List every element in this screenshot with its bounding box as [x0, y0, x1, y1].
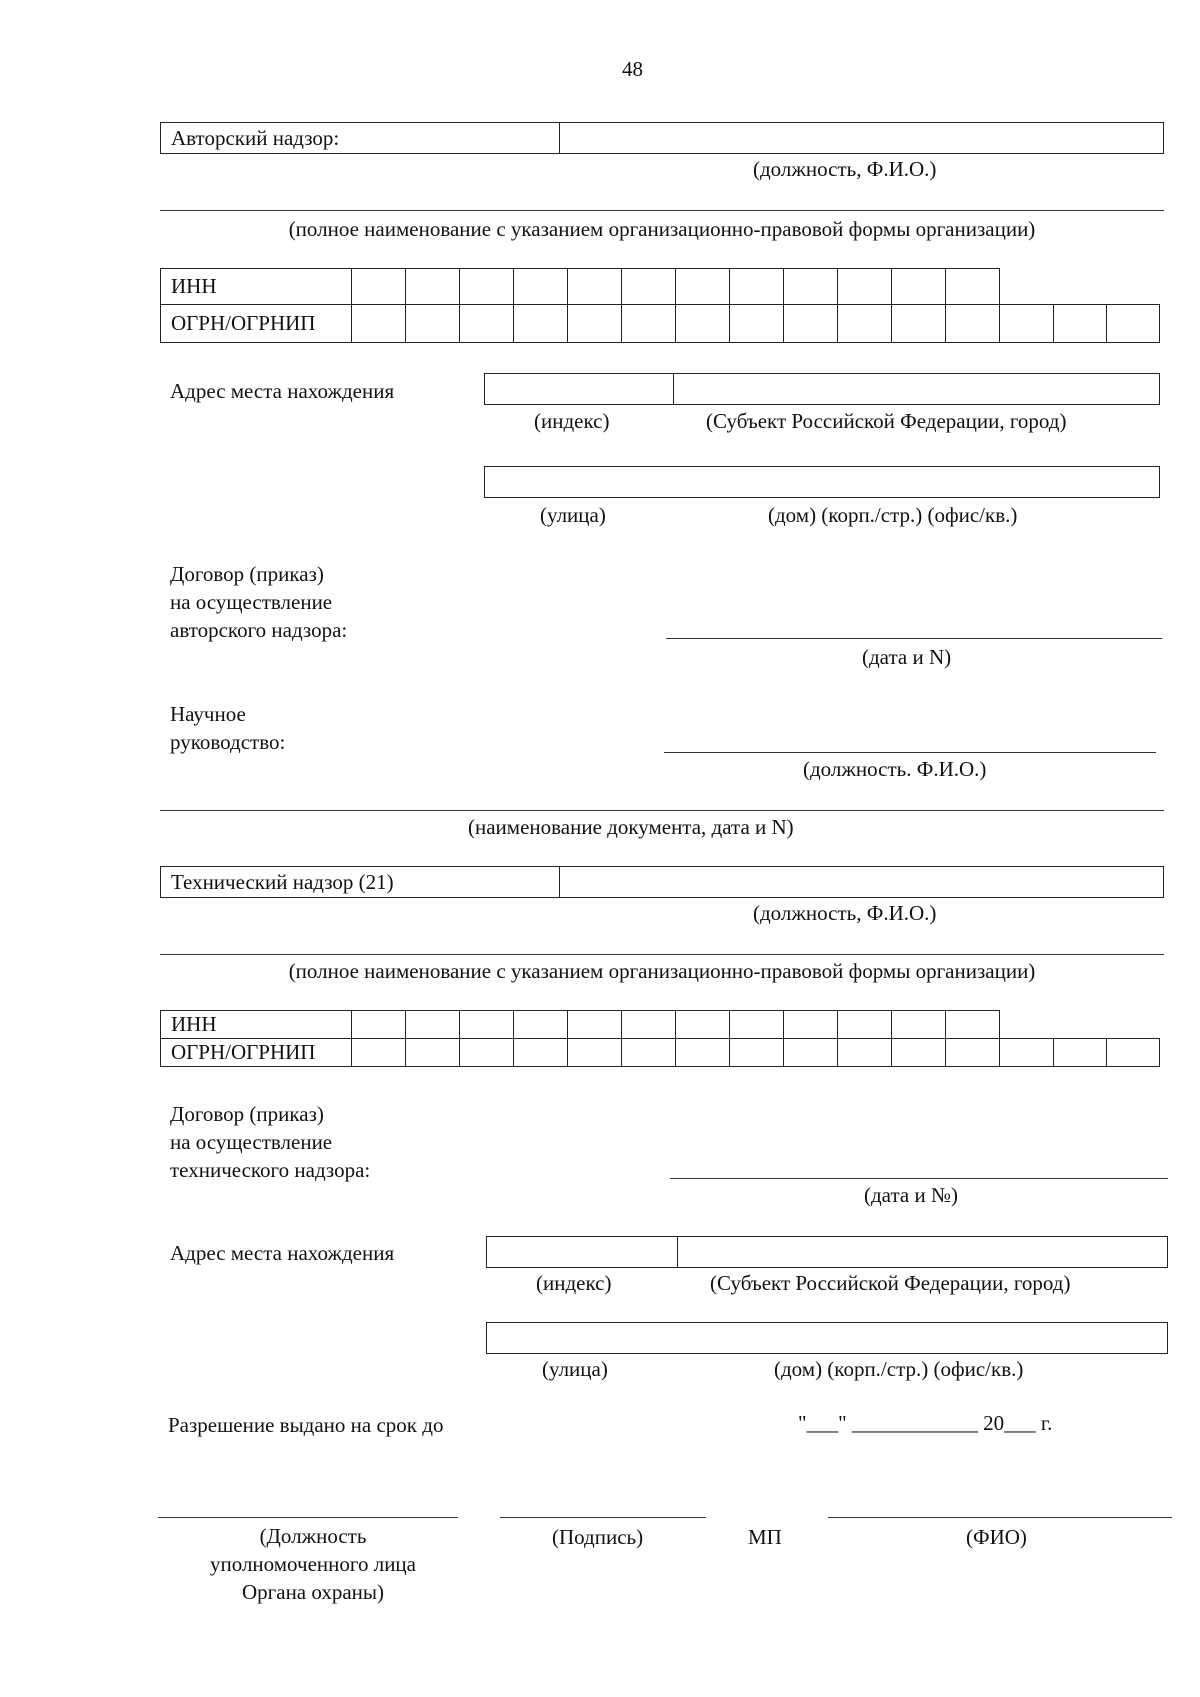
inn-digit-cell[interactable]: [676, 269, 730, 305]
tech-org-name-line[interactable]: [160, 954, 1164, 955]
tech-inn-digit-cell[interactable]: [784, 1011, 838, 1039]
tech-inn-digit-cell[interactable]: [568, 1011, 622, 1039]
tech-ogrn-digit-cell[interactable]: [838, 1039, 892, 1067]
tech-caption-org-name: (полное наименование с указанием организационно-правовой формы организации): [288, 959, 1036, 983]
ogrn-digit-cell[interactable]: [1106, 305, 1159, 343]
tech-ogrn-digit-cell[interactable]: [622, 1039, 676, 1067]
tech-inn-label: ИНН: [161, 1011, 352, 1039]
scientific-label-line: руководство:: [170, 730, 286, 754]
empty-cell: [1000, 1011, 1054, 1039]
field-divider: [673, 374, 674, 404]
inn-digit-cell[interactable]: [622, 269, 676, 305]
inn-digit-cell[interactable]: [784, 269, 838, 305]
tech-ogrn-digit-cell[interactable]: [568, 1039, 622, 1067]
ogrn-digit-cell[interactable]: [460, 305, 514, 343]
tech-address-index-region-field: [486, 1236, 1168, 1268]
tech-ogrn-digit-cell[interactable]: [460, 1039, 514, 1067]
inn-label: ИНН: [161, 269, 352, 305]
tech-ogrn-digit-cell[interactable]: [1000, 1039, 1054, 1067]
caption-house: (дом) (корп./стр.) (офис/кв.): [768, 503, 1018, 527]
permit-label: Разрешение выдано на срок до: [168, 1413, 444, 1437]
tech-ogrn-digit-cell[interactable]: [892, 1039, 946, 1067]
org-name-line[interactable]: [160, 210, 1164, 211]
tech-street-house-input[interactable]: [486, 1322, 1168, 1354]
tech-inn-digit-cell[interactable]: [676, 1011, 730, 1039]
tech-ogrn-digit-cell[interactable]: [946, 1039, 1000, 1067]
scientific-label-line: Научное: [170, 702, 246, 726]
contract-label-line: авторского надзора:: [170, 618, 348, 642]
scientific-name-line[interactable]: [664, 752, 1156, 753]
empty-cell: [1106, 1011, 1159, 1039]
tech-inn-digit-cell[interactable]: [622, 1011, 676, 1039]
technical-supervision-row: [160, 866, 1164, 898]
field-divider: [677, 1237, 678, 1267]
tech-ogrn-digit-cell[interactable]: [784, 1039, 838, 1067]
ogrn-label: ОГРН/ОГРНИП: [161, 305, 352, 343]
empty-cell: [1106, 269, 1159, 305]
tech-caption-region: (Субъект Российской Федерации, город): [710, 1271, 1071, 1295]
ogrn-digit-cell[interactable]: [406, 305, 460, 343]
index-input[interactable]: [485, 374, 673, 404]
name-caption: (ФИО): [966, 1525, 1027, 1549]
tech-caption-date-no: (дата и №): [864, 1183, 958, 1207]
page-number: 48: [622, 57, 643, 81]
author-inn-ogrn-grid: [160, 268, 1160, 343]
ogrn-digit-cell[interactable]: [838, 305, 892, 343]
author-supervision-name-field[interactable]: [561, 123, 1163, 153]
tech-ogrn-digit-cell[interactable]: [406, 1039, 460, 1067]
ogrn-digit-cell[interactable]: [892, 305, 946, 343]
tech-inn-ogrn-grid: [160, 1010, 1160, 1067]
ogrn-digit-cell[interactable]: [352, 305, 406, 343]
inn-digit-cell[interactable]: [406, 269, 460, 305]
position-caption-line: (Должность: [259, 1524, 367, 1548]
tech-contract-label-line: технического надзора:: [170, 1158, 371, 1182]
author-supervision-label: Авторский надзор:: [171, 126, 340, 150]
tech-region-city-input[interactable]: [679, 1237, 1167, 1267]
contract-label-line: на осуществление: [170, 590, 333, 614]
inn-digit-cell[interactable]: [568, 269, 622, 305]
tech-inn-digit-cell[interactable]: [460, 1011, 514, 1039]
tech-caption-position-name: (должность, Ф.И.О.): [753, 901, 937, 925]
tech-caption-house: (дом) (корп./стр.) (офис/кв.): [774, 1357, 1024, 1381]
caption-index: (индекс): [534, 409, 610, 433]
tech-address-label: Адрес места нахождения: [170, 1241, 395, 1265]
tech-ogrn-digit-cell[interactable]: [1053, 1039, 1106, 1067]
empty-cell: [1053, 269, 1106, 305]
tech-caption-index: (индекс): [536, 1271, 612, 1295]
ogrn-digit-cell[interactable]: [1053, 305, 1106, 343]
ogrn-digit-cell[interactable]: [730, 305, 784, 343]
tech-ogrn-label: ОГРН/ОГРНИП: [161, 1039, 352, 1067]
ogrn-digit-cell[interactable]: [946, 305, 1000, 343]
author-supervision-row: [160, 122, 1164, 154]
caption-document: (наименование документа, дата и N): [468, 815, 794, 839]
technical-supervision-label: Технический надзор (21): [171, 870, 394, 894]
inn-digit-cell[interactable]: [946, 269, 1000, 305]
row-divider: [559, 123, 560, 153]
tech-inn-digit-cell[interactable]: [352, 1011, 406, 1039]
address-label: Адрес места нахождения: [170, 379, 395, 403]
tech-caption-street: (улица): [542, 1357, 608, 1381]
tech-inn-digit-cell[interactable]: [838, 1011, 892, 1039]
ogrn-digit-cell[interactable]: [514, 305, 568, 343]
ogrn-digit-cell[interactable]: [568, 305, 622, 343]
tech-ogrn-digit-cell[interactable]: [352, 1039, 406, 1067]
ogrn-digit-cell[interactable]: [1000, 305, 1054, 343]
tech-ogrn-digit-cell[interactable]: [676, 1039, 730, 1067]
tech-contract-date-line[interactable]: [670, 1178, 1168, 1179]
caption-org-name: (полное наименование с указанием организационно-правовой формы организации): [288, 217, 1036, 241]
ogrn-digit-cell[interactable]: [784, 305, 838, 343]
position-caption-line: уполномоченного лица: [209, 1552, 416, 1576]
caption-date-no: (дата и N): [862, 645, 952, 669]
signature-line[interactable]: [500, 1517, 706, 1518]
tech-ogrn-digit-cell[interactable]: [514, 1039, 568, 1067]
tech-ogrn-digit-cell[interactable]: [730, 1039, 784, 1067]
tech-inn-digit-cell[interactable]: [946, 1011, 1000, 1039]
ogrn-digit-cell[interactable]: [622, 305, 676, 343]
position-signature-line[interactable]: [158, 1517, 458, 1518]
document-line[interactable]: [160, 810, 1164, 811]
inn-digit-cell[interactable]: [730, 269, 784, 305]
tech-inn-digit-cell[interactable]: [406, 1011, 460, 1039]
signature-caption: (Подпись): [552, 1525, 644, 1549]
tech-contract-label-line: Договор (приказ): [170, 1102, 324, 1126]
inn-digit-cell[interactable]: [352, 269, 406, 305]
caption-position-name: (должность, Ф.И.О.): [753, 157, 937, 181]
tech-inn-digit-cell[interactable]: [730, 1011, 784, 1039]
tech-contract-label: [170, 1100, 370, 1184]
contract-date-line[interactable]: [666, 638, 1162, 639]
contract-label-line: Договор (приказ): [170, 562, 324, 586]
tech-index-input[interactable]: [487, 1237, 677, 1267]
empty-cell: [1000, 269, 1054, 305]
ogrn-digit-cell[interactable]: [676, 305, 730, 343]
tech-inn-digit-cell[interactable]: [892, 1011, 946, 1039]
technical-supervision-name-field[interactable]: [561, 867, 1163, 897]
address-index-region-field: [484, 373, 1160, 405]
stamp-mark: МП: [748, 1525, 782, 1549]
position-caption: [168, 1522, 458, 1606]
inn-digit-cell[interactable]: [460, 269, 514, 305]
inn-digit-cell[interactable]: [514, 269, 568, 305]
tech-inn-digit-cell[interactable]: [514, 1011, 568, 1039]
permit-date-field[interactable]: "___" ____________ 20___ г.: [798, 1411, 1053, 1435]
tech-ogrn-digit-cell[interactable]: [1106, 1039, 1159, 1067]
inn-digit-cell[interactable]: [838, 269, 892, 305]
scientific-label: [170, 700, 285, 756]
name-signature-line[interactable]: [828, 1517, 1172, 1518]
caption-sci-position: (должность. Ф.И.О.): [803, 757, 987, 781]
inn-digit-cell[interactable]: [892, 269, 946, 305]
row-divider: [559, 867, 560, 897]
caption-street: (улица): [540, 503, 606, 527]
empty-cell: [1053, 1011, 1106, 1039]
street-house-input[interactable]: [484, 466, 1160, 498]
position-caption-line: Органа охраны): [241, 1580, 385, 1604]
caption-region: (Субъект Российской Федерации, город): [706, 409, 1067, 433]
contract-label: [170, 560, 347, 644]
tech-contract-label-line: на осуществление: [170, 1130, 333, 1154]
region-city-input[interactable]: [675, 374, 1159, 404]
